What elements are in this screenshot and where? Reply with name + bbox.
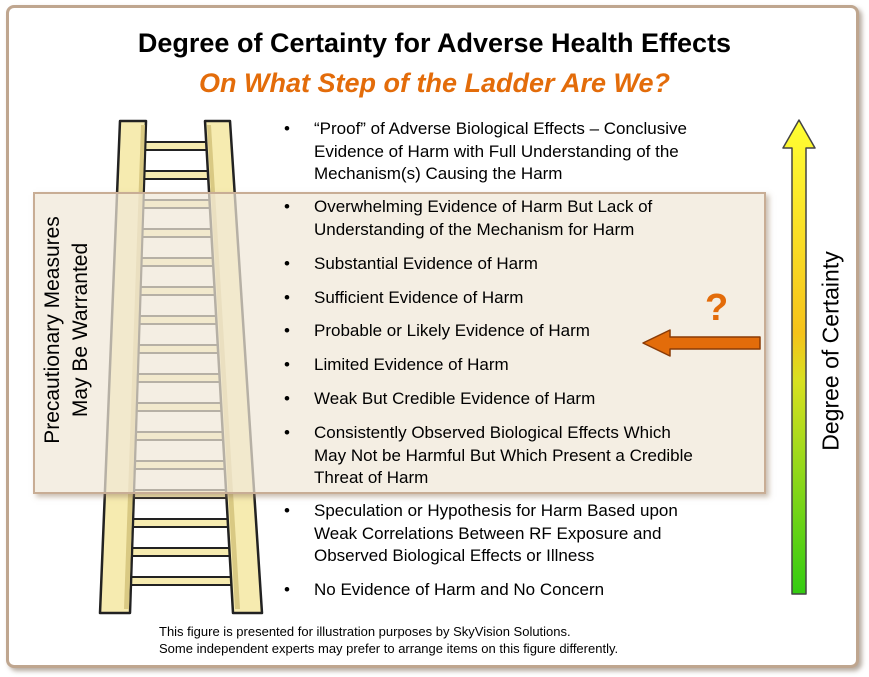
- evidence-item-9-line-3: Observed Biological Effects or Illness: [314, 546, 595, 565]
- evidence-item-2-line-2: Understanding of the Mechanism for Harm: [314, 219, 635, 239]
- evidence-item-9: [282, 500, 752, 568]
- evidence-item-4-line-1: • Sufficient Evidence of Harm: [314, 288, 524, 307]
- ladder-rung: [143, 142, 208, 150]
- figure-subtitle: On What Step of the Ladder Are We?: [198, 68, 671, 98]
- precaution-label-line-1: Precautionary Measures: [41, 216, 64, 444]
- left-arrow-icon: [640, 326, 765, 360]
- evidence-item-1-line-2: Evidence of Harm with Full Understanding of the: [314, 141, 679, 161]
- footnote: [159, 623, 618, 657]
- evidence-item-1-line-1: • “Proof” of Adverse Biological Effects – Conclusive: [314, 119, 687, 138]
- certainty-label: Degree of Certainty: [817, 251, 844, 451]
- evidence-item-9-line-1: • Speculation or Hypothesis for Harm Based upon: [314, 501, 678, 520]
- evidence-item-10-line-1: • No Evidence of Harm and No Concern: [314, 580, 605, 599]
- ladder-rung: [131, 519, 230, 527]
- evidence-item-8-line-3: Threat of Harm: [314, 468, 429, 487]
- evidence-item-6-line-1: • Limited Evidence of Harm: [314, 355, 509, 374]
- ladder-rung: [142, 171, 210, 179]
- precaution-label-line-2: May Be Warranted: [69, 242, 92, 418]
- evidence-item-7: [282, 388, 752, 411]
- evidence-item-10: [282, 579, 752, 602]
- evidence-item-1: [282, 118, 752, 186]
- precaution-label: [39, 216, 95, 444]
- ladder-rung: [129, 577, 234, 585]
- evidence-item-4: [282, 287, 752, 310]
- evidence-item-7-line-1: • Weak But Credible Evidence of Harm: [314, 389, 596, 408]
- evidence-item-3-line-1: • Substantial Evidence of Harm: [314, 254, 538, 273]
- evidence-item-1-line-3: Mechanism(s) Causing the Harm: [314, 164, 563, 183]
- evidence-item-5-line-1: • Probable or Likely Evidence of Harm: [314, 321, 590, 340]
- evidence-item-9-line-2: Weak Correlations Between RF Exposure and: [314, 523, 662, 543]
- evidence-item-8-line-1: • Consistently Observed Biological Effects Which: [314, 423, 671, 442]
- certainty-arrow-icon: [781, 118, 817, 598]
- evidence-item-3: [282, 253, 752, 276]
- figure-title: Degree of Certainty for Adverse Health Effects: [137, 28, 732, 58]
- evidence-item-8: [282, 422, 752, 490]
- footnote-line-1: This figure is presented for illustration purposes by SkyVision Solutions.: [159, 624, 571, 639]
- ladder-rung: [130, 548, 232, 556]
- footnote-line-2: Some independent experts may prefer to arrange items on this figure differently.: [159, 641, 619, 656]
- evidence-item-2-line-1: • Overwhelming Evidence of Harm But Lack of: [314, 197, 653, 216]
- question-mark: ?: [705, 287, 729, 329]
- evidence-item-2: [282, 196, 752, 241]
- evidence-item-8-line-2: May Not be Harmful But Which Present a Credible: [314, 445, 693, 465]
